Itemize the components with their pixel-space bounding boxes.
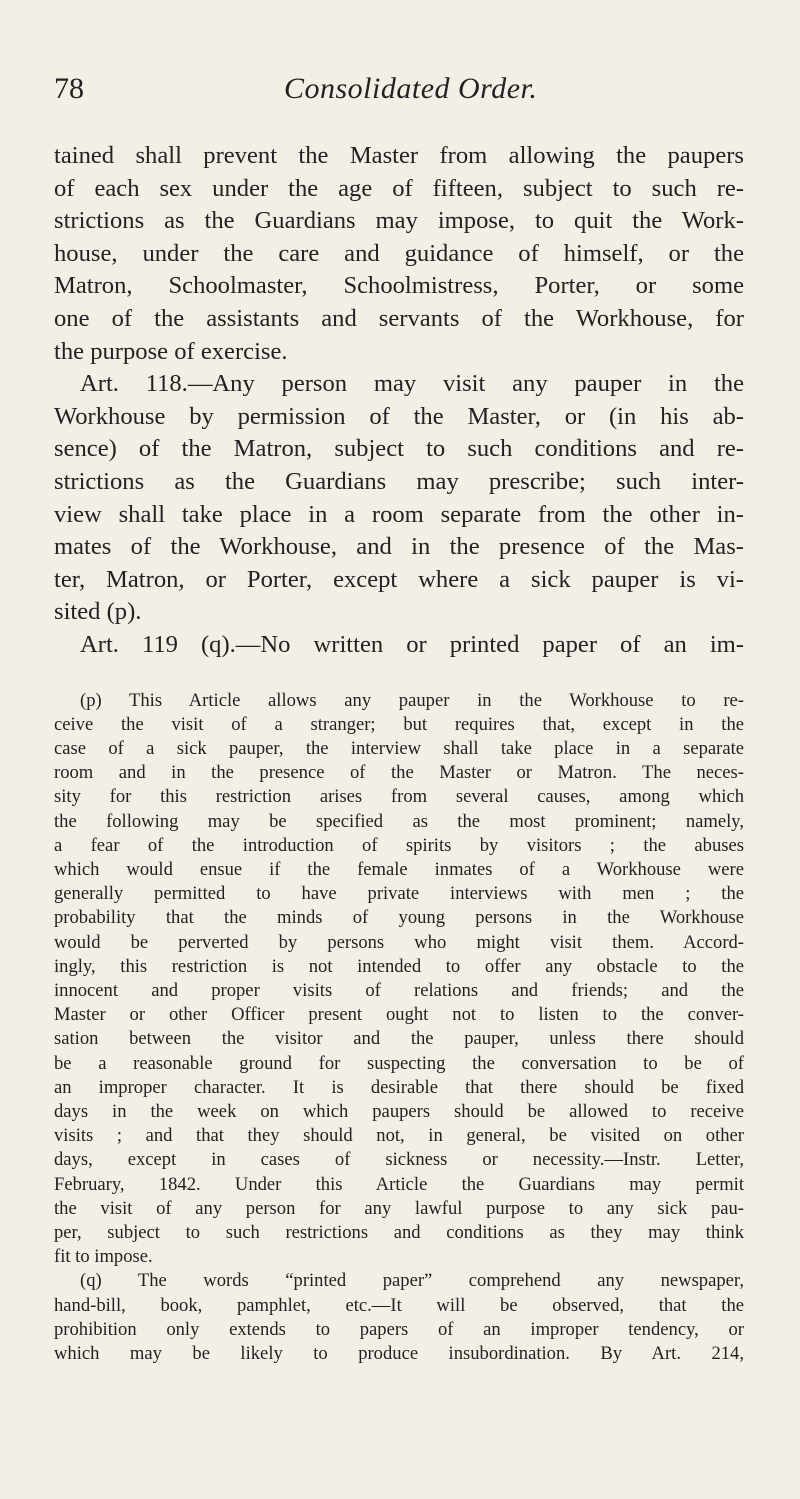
footnote-line: case of a sick pauper, the interview shall take place in a separate bbox=[54, 737, 744, 759]
body-line: of each sex under the age of fifteen, subject to such re- bbox=[54, 174, 744, 202]
footnote-line: prohibition only extends to papers of an improper tendency, or bbox=[54, 1318, 744, 1340]
body-text bbox=[54, 140, 744, 662]
running-head bbox=[54, 0, 744, 104]
footnote-line: would be perverted by persons who might visit them. Accord- bbox=[54, 931, 744, 953]
body-line: view shall take place in a room separate from the other in- bbox=[54, 500, 744, 528]
body-line: Art. 119 (q).—No written or printed paper of an im- bbox=[80, 630, 744, 658]
footnote-line: fit to impose. bbox=[54, 1246, 153, 1268]
footnote-line: room and in the presence of the Master or Matron. The neces- bbox=[54, 762, 744, 784]
footnote-line: Master or other Officer present ought not to listen to the conver- bbox=[54, 1004, 744, 1026]
footnote-line: be a reasonable ground for suspecting the conversation to be of bbox=[54, 1052, 744, 1074]
footnote-line: (q) The words “printed paper” comprehend any newspaper, bbox=[80, 1270, 744, 1292]
footnote-line: sity for this restriction arises from several causes, among which bbox=[54, 786, 744, 808]
footnote-line: which may be likely to produce insubordination. By Art. 214, bbox=[54, 1342, 744, 1364]
footnote-line: visits ; and that they should not, in general, be visited on other bbox=[54, 1125, 744, 1147]
footnote-line: days, except in cases of sickness or necessity.—Instr. Letter, bbox=[54, 1149, 744, 1171]
page-number: 78 bbox=[54, 72, 84, 105]
footnote-line: a fear of the introduction of spirits by visitors ; the abuses bbox=[54, 834, 744, 856]
footnote-line: per, subject to such restrictions and conditions as they may think bbox=[54, 1221, 744, 1243]
body-line: the purpose of exercise. bbox=[54, 337, 288, 365]
body-line: ter, Matron, or Porter, except where a sick pauper is vi- bbox=[54, 565, 744, 593]
footnote-line: ceive the visit of a stranger; but requires that, except in the bbox=[54, 713, 744, 735]
footnote-line: probability that the minds of young persons in the Workhouse bbox=[54, 907, 744, 929]
body-line: tained shall prevent the Master from allowing the paupers bbox=[54, 142, 744, 169]
footnote-line: ingly, this restriction is not intended to offer any obstacle to the bbox=[54, 955, 744, 977]
footnotes bbox=[54, 689, 744, 1367]
footnote-line: an improper character. It is desirable that there should be fixed bbox=[54, 1076, 744, 1098]
footnote-line: hand-bill, book, pamphlet, etc.—It will be observed, that the bbox=[54, 1294, 744, 1316]
footnote-line: generally permitted to have private interviews with men ; the bbox=[54, 883, 744, 905]
footnote-line: which would ensue if the female inmates of a Workhouse were bbox=[54, 858, 744, 880]
footnote-line: (p) This Article allows any pauper in the Workhouse to re- bbox=[80, 689, 744, 711]
body-line: strictions as the Guardians may impose, to quit the Work- bbox=[54, 207, 744, 235]
body-line: sited (p). bbox=[54, 598, 142, 626]
body-line: one of the assistants and servants of the Workhouse, for bbox=[54, 304, 744, 332]
body-line: Matron, Schoolmaster, Schoolmistress, Porter, or some bbox=[54, 272, 744, 300]
footnote-line: the following may be specified as the most prominent; namely, bbox=[54, 810, 744, 832]
body-line: Workhouse by permission of the Master, or (in his ab- bbox=[54, 402, 744, 430]
body-line: sence) of the Matron, subject to such conditions and re- bbox=[54, 435, 744, 463]
body-line: strictions as the Guardians may prescribe; such inter- bbox=[54, 467, 744, 495]
footnote-line: February, 1842. Under this Article the Guardians may permit bbox=[54, 1173, 744, 1195]
body-line: house, under the care and guidance of himself, or the bbox=[54, 239, 744, 267]
footnote-line: days in the week on which paupers should be allowed to receive bbox=[54, 1100, 744, 1122]
body-line: mates of the Workhouse, and in the presence of the Mas- bbox=[54, 533, 744, 561]
footnote-line: sation between the visitor and the pauper, unless there should bbox=[54, 1028, 744, 1050]
footnote-line: the visit of any person for any lawful purpose to any sick pau- bbox=[54, 1197, 744, 1219]
running-title: Consolidated Order. bbox=[284, 72, 538, 105]
footnote-line: innocent and proper visits of relations and friends; and the bbox=[54, 979, 744, 1001]
body-line: Art. 118.—Any person may visit any pauper in the bbox=[80, 370, 744, 398]
